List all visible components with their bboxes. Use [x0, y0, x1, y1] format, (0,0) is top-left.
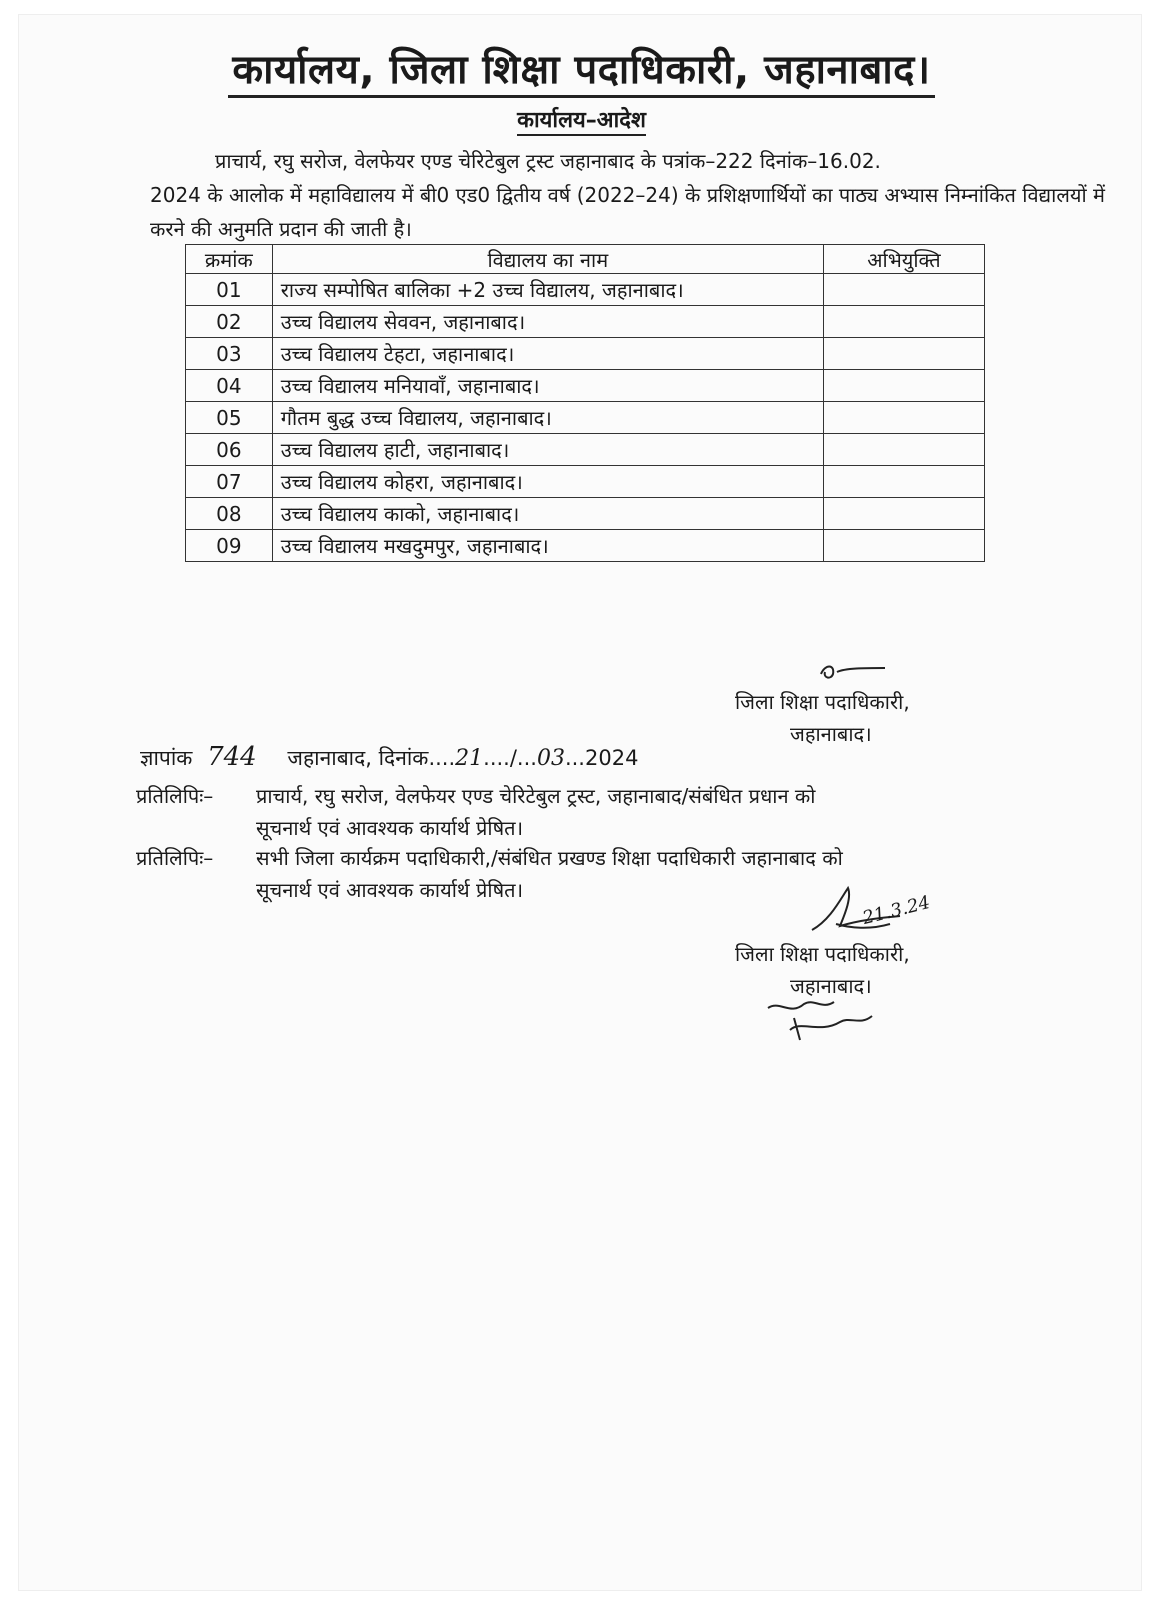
office-title: कार्यालय, जिला शिक्षा पदाधिकारी, जहानाबाद। — [228, 47, 934, 98]
copy-2-line-2: सूचनार्थ एवं आवश्यक कार्यार्थ प्रेषित। — [256, 878, 524, 902]
row-remark — [823, 338, 984, 370]
row-school-name: उच्च विद्यालय मखदुमपुर, जहानाबाद। — [272, 530, 823, 562]
row-remark — [823, 306, 984, 338]
memo-number: 744 — [207, 742, 257, 772]
body-line-2: 2024 के आलोक में महाविद्यालय में बी0 एड0 द्वितीय वर्ष (2022–24) के प्रशिक्षणार्थियों का पाठ्य — [150, 183, 879, 207]
row-school-name: उच्च विद्यालय हाटी, जहानाबाद। — [272, 434, 823, 466]
memo-year: 2024 — [584, 746, 639, 770]
copy-1-line-1: प्राचार्य, रघु सरोज, वेलफेयर एण्ड चेरिटेबुल ट्रस्ट, जहानाबाद/संबंधित प्रधान को — [256, 784, 816, 808]
row-remark — [823, 466, 984, 498]
copy-1-line-2: सूचनार्थ एवं आवश्यक कार्यार्थ प्रेषित। — [256, 816, 524, 840]
row-school-name: उच्च विद्यालय काको, जहानाबाद। — [272, 498, 823, 530]
row-serial: 06 — [186, 434, 273, 466]
order-title: कार्यालय–आदेश — [517, 108, 646, 136]
row-school-name: उच्च विद्यालय टेहटा, जहानाबाद। — [272, 338, 823, 370]
header-serial: क्रमांक — [186, 245, 273, 274]
table-row — [186, 434, 985, 466]
table-row — [186, 338, 985, 370]
office-header — [0, 40, 1163, 95]
memo-place-date-label: जहानाबाद, दिनांक — [287, 746, 429, 770]
table-row — [186, 498, 985, 530]
signed-date: 21.3.24 — [860, 891, 933, 930]
header-remarks: अभियुक्ति — [823, 245, 984, 274]
row-serial: 09 — [186, 530, 273, 562]
row-serial: 03 — [186, 338, 273, 370]
body-line-3: अभ्यास निम्नांकित विद्यालयों में करने की अनुमति प्रदान की जाती है। — [150, 183, 1106, 241]
table-row — [186, 530, 985, 562]
table-row — [186, 274, 985, 306]
row-remark — [823, 274, 984, 306]
order-heading — [0, 104, 1163, 134]
row-school-name: उच्च विद्यालय कोहरा, जहानाबाद। — [272, 466, 823, 498]
table-header-row — [186, 245, 985, 274]
row-school-name: उच्च विद्यालय मनियावाँ, जहानाबाद। — [272, 370, 823, 402]
row-serial: 04 — [186, 370, 273, 402]
row-remark — [823, 434, 984, 466]
schools-table — [185, 244, 985, 562]
body-line-1: प्राचार्य, रघु सरोज, वेलफेयर एण्ड चेरिटेबुल ट्रस्ट जहानाबाद के पत्रांक–222 दिनांक–16.02. — [215, 149, 881, 173]
row-serial: 02 — [186, 306, 273, 338]
row-school-name: गौतम बुद्ध उच्च विद्यालय, जहानाबाद। — [272, 402, 823, 434]
signature-1-place: जहानाबाद। — [790, 722, 872, 746]
memo-day: 21 — [455, 746, 484, 771]
table-row — [186, 306, 985, 338]
signature-block-1 — [735, 686, 910, 750]
memo-label: ज्ञापांक — [140, 746, 193, 770]
initials-signature-1 — [815, 656, 895, 686]
row-serial: 08 — [186, 498, 273, 530]
table-row — [186, 466, 985, 498]
memo-line: ज्ञापांक 744 जहानाबाद, दिनांक....21..../...03...2024 — [140, 742, 639, 772]
order-body — [150, 144, 1105, 246]
row-remark — [823, 498, 984, 530]
copy-1-label: प्रतिलिपिः– — [136, 784, 214, 808]
row-school-name: उच्च विद्यालय सेववन, जहानाबाद। — [272, 306, 823, 338]
row-serial: 05 — [186, 402, 273, 434]
signature-1-designation: जिला शिक्षा पदाधिकारी, — [735, 690, 910, 714]
signature-2-place: जहानाबाद। — [790, 974, 872, 998]
row-remark — [823, 402, 984, 434]
signature-2-designation: जिला शिक्षा पदाधिकारी, — [735, 942, 910, 966]
row-serial: 01 — [186, 274, 273, 306]
handwritten-scribble — [760, 990, 890, 1050]
row-school-name: राज्य सम्पोषित बालिका +2 उच्च विद्यालय, जहानाबाद। — [272, 274, 823, 306]
row-remark — [823, 370, 984, 402]
table-row — [186, 370, 985, 402]
copy-2-label: प्रतिलिपिः– — [136, 846, 214, 870]
row-serial: 07 — [186, 466, 273, 498]
row-remark — [823, 530, 984, 562]
table-row — [186, 402, 985, 434]
copy-2-line-1: सभी जिला कार्यक्रम पदाधिकारी,/संबंधित प्रखण्ड शिक्षा पदाधिकारी जहानाबाद को — [256, 846, 843, 870]
header-school-name: विद्यालय का नाम — [272, 245, 823, 274]
memo-month: 03 — [536, 746, 565, 771]
copy-1 — [136, 780, 1046, 844]
